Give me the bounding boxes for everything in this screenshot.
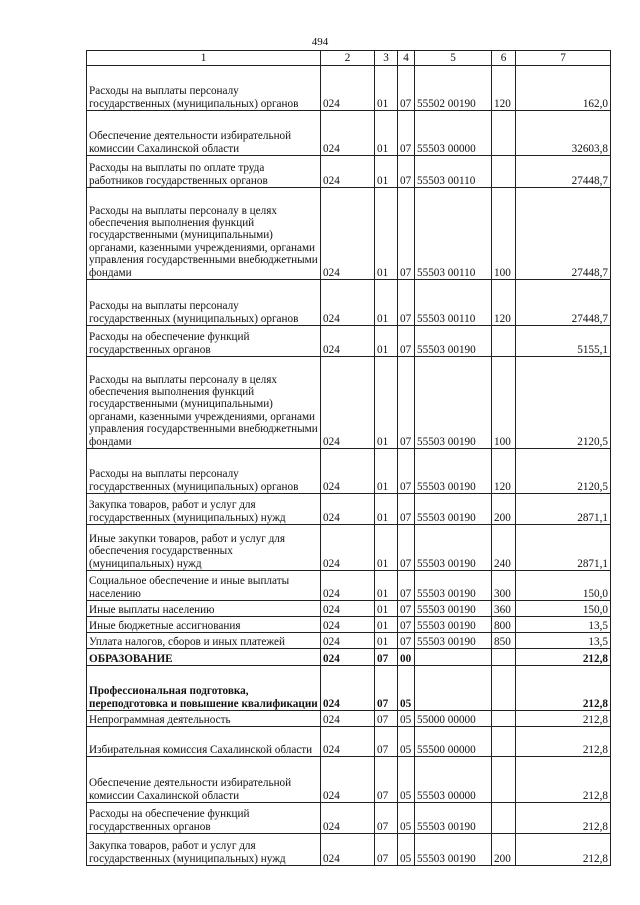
section-code: 01: [375, 617, 398, 633]
target-code: 55503 00190: [415, 601, 492, 617]
ministry-code: 024: [321, 803, 375, 834]
ministry-code: 024: [321, 357, 375, 449]
section-code: 01: [375, 156, 398, 188]
table-row: [87, 357, 611, 449]
amount: 212,8: [516, 803, 611, 834]
section-code: 01: [375, 280, 398, 326]
subsection-code: 07: [398, 494, 415, 525]
target-code: 55503 00190: [415, 449, 492, 494]
column-header: 7: [516, 51, 611, 66]
ministry-code: 024: [321, 711, 375, 727]
row-name: Расходы на выплаты персоналу в целях обеспечения выполнения функций государственными (муниципальными) органами, казенными учреждениями, органами управления государственными внебюджетными фондами: [87, 357, 321, 449]
section-code: 01: [375, 111, 398, 156]
target-code: 55503 00190: [415, 326, 492, 357]
expense-type-code: [492, 711, 516, 727]
amount: 2120,5: [516, 357, 611, 449]
row-name: Обеспечение деятельности избирательной комиссии Сахалинской области: [87, 111, 321, 156]
section-code: 01: [375, 188, 398, 280]
column-header: 4: [398, 51, 415, 66]
subsection-code: 07: [398, 525, 415, 571]
ministry-code: 024: [321, 727, 375, 757]
subsection-code: 00: [398, 649, 415, 666]
column-header: 1: [87, 51, 321, 66]
expense-type-code: [492, 326, 516, 357]
table-row: [87, 666, 611, 711]
amount: 2120,5: [516, 449, 611, 494]
expense-type-code: 120: [492, 280, 516, 326]
ministry-code: 024: [321, 834, 375, 866]
amount: 32603,8: [516, 111, 611, 156]
page-number: 494: [311, 36, 329, 48]
ministry-code: 024: [321, 188, 375, 280]
ministry-code: 024: [321, 666, 375, 711]
column-header: 2: [321, 51, 375, 66]
target-code: 55503 00110: [415, 156, 492, 188]
target-code: 55503 00190: [415, 803, 492, 834]
ministry-code: 024: [321, 757, 375, 803]
target-code: [415, 649, 492, 666]
amount: 212,8: [516, 649, 611, 666]
amount: 5155,1: [516, 326, 611, 357]
subsection-code: 07: [398, 111, 415, 156]
expense-type-code: 200: [492, 494, 516, 525]
expense-type-code: [492, 111, 516, 156]
table-row: [87, 449, 611, 494]
ministry-code: 024: [321, 449, 375, 494]
table-row: [87, 494, 611, 525]
table-row: [87, 649, 611, 666]
table-row: [87, 66, 611, 111]
expense-type-code: 120: [492, 449, 516, 494]
subsection-code: 05: [398, 727, 415, 757]
table-row: [87, 711, 611, 727]
subsection-code: 05: [398, 834, 415, 866]
amount: 150,0: [516, 571, 611, 601]
amount: 212,8: [516, 727, 611, 757]
target-code: 55500 00000: [415, 727, 492, 757]
subsection-code: 07: [398, 357, 415, 449]
table-row: [87, 111, 611, 156]
row-name: Расходы на выплаты персоналу в целях обеспечения выполнения функций государственными (муниципальными) органами, казенными учреждениями, органами управления государственными внебюджетными фондами: [87, 188, 321, 280]
subsection-code: 07: [398, 188, 415, 280]
expense-type-code: 100: [492, 357, 516, 449]
table-row: [87, 757, 611, 803]
column-header: 3: [375, 51, 398, 66]
row-name: Закупка товаров, работ и услуг для государственных (муниципальных) нужд: [87, 834, 321, 866]
amount: 13,5: [516, 633, 611, 649]
row-name: Профессиональная подготовка, переподготовка и повышение квалификации: [87, 666, 321, 711]
row-name: Обеспечение деятельности избирательной комиссии Сахалинской области: [87, 757, 321, 803]
table-row: [87, 834, 611, 866]
amount: 2871,1: [516, 525, 611, 571]
ministry-code: 024: [321, 326, 375, 357]
target-code: 55503 00190: [415, 834, 492, 866]
subsection-code: 07: [398, 571, 415, 601]
table-row: [87, 326, 611, 357]
section-code: 01: [375, 66, 398, 111]
table-row: [87, 803, 611, 834]
ministry-code: 024: [321, 649, 375, 666]
table-row: [87, 525, 611, 571]
ministry-code: 024: [321, 601, 375, 617]
ministry-code: 024: [321, 494, 375, 525]
amount: 212,8: [516, 666, 611, 711]
expense-type-code: [492, 803, 516, 834]
section-code: 01: [375, 571, 398, 601]
row-name: Расходы на обеспечение функций государственных органов: [87, 326, 321, 357]
row-name: Расходы на выплаты по оплате труда работников государственных органов: [87, 156, 321, 188]
section-code: 07: [375, 834, 398, 866]
target-code: 55503 00190: [415, 633, 492, 649]
row-name: Закупка товаров, работ и услуг для государственных (муниципальных) нужд: [87, 494, 321, 525]
row-name: Расходы на выплаты персоналу государственных (муниципальных) органов: [87, 449, 321, 494]
row-name: ОБРАЗОВАНИЕ: [87, 649, 321, 666]
ministry-code: 024: [321, 525, 375, 571]
column-header: 5: [415, 51, 492, 66]
subsection-code: 07: [398, 326, 415, 357]
row-name: Иные выплаты населению: [87, 601, 321, 617]
expense-type-code: [492, 757, 516, 803]
table-row: [87, 633, 611, 649]
row-name: Уплата налогов, сборов и иных платежей: [87, 633, 321, 649]
expense-type-code: 850: [492, 633, 516, 649]
amount: 27448,7: [516, 156, 611, 188]
expense-type-code: [492, 649, 516, 666]
subsection-code: 07: [398, 449, 415, 494]
target-code: [415, 666, 492, 711]
target-code: 55503 00190: [415, 617, 492, 633]
expense-type-code: [492, 727, 516, 757]
expense-type-code: 120: [492, 66, 516, 111]
table-body: [87, 66, 611, 866]
target-code: 55000 00000: [415, 711, 492, 727]
row-name: Расходы на обеспечение функций государственных органов: [87, 803, 321, 834]
amount: 13,5: [516, 617, 611, 633]
target-code: 55503 00190: [415, 494, 492, 525]
section-code: 07: [375, 727, 398, 757]
table-row: [87, 617, 611, 633]
column-number-row: [87, 51, 611, 66]
amount: 212,8: [516, 711, 611, 727]
ministry-code: 024: [321, 156, 375, 188]
ministry-code: 024: [321, 617, 375, 633]
row-name: Расходы на выплаты персоналу государственных (муниципальных) органов: [87, 280, 321, 326]
expense-type-code: 200: [492, 834, 516, 866]
section-code: 01: [375, 494, 398, 525]
section-code: 07: [375, 649, 398, 666]
row-name: Избирательная комиссия Сахалинской области: [87, 727, 321, 757]
table-row: [87, 188, 611, 280]
amount: 150,0: [516, 601, 611, 617]
amount: 162,0: [516, 66, 611, 111]
subsection-code: 05: [398, 757, 415, 803]
subsection-code: 05: [398, 711, 415, 727]
budget-table: [86, 50, 611, 866]
target-code: 55503 00000: [415, 757, 492, 803]
subsection-code: 05: [398, 666, 415, 711]
ministry-code: 024: [321, 66, 375, 111]
table-header: [87, 51, 611, 66]
ministry-code: 024: [321, 571, 375, 601]
section-code: 01: [375, 525, 398, 571]
ministry-code: 024: [321, 280, 375, 326]
amount: 2871,1: [516, 494, 611, 525]
section-code: 07: [375, 711, 398, 727]
target-code: 55503 00190: [415, 357, 492, 449]
ministry-code: 024: [321, 633, 375, 649]
section-code: 01: [375, 449, 398, 494]
amount: 212,8: [516, 757, 611, 803]
subsection-code: 07: [398, 156, 415, 188]
amount: 212,8: [516, 834, 611, 866]
target-code: 55503 00190: [415, 525, 492, 571]
section-code: 01: [375, 633, 398, 649]
subsection-code: 05: [398, 803, 415, 834]
section-code: 01: [375, 601, 398, 617]
subsection-code: 07: [398, 280, 415, 326]
subsection-code: 07: [398, 633, 415, 649]
section-code: 07: [375, 803, 398, 834]
table-row: [87, 571, 611, 601]
subsection-code: 07: [398, 617, 415, 633]
row-name: Непрограммная деятельность: [87, 711, 321, 727]
row-name: Социальное обеспечение и иные выплаты населению: [87, 571, 321, 601]
row-name: Расходы на выплаты персоналу государственных (муниципальных) органов: [87, 66, 321, 111]
row-name: Иные бюджетные ассигнования: [87, 617, 321, 633]
expense-type-code: 800: [492, 617, 516, 633]
table-row: [87, 601, 611, 617]
target-code: 55503 00000: [415, 111, 492, 156]
section-code: 01: [375, 326, 398, 357]
column-header: 6: [492, 51, 516, 66]
target-code: 55503 00110: [415, 280, 492, 326]
expense-type-code: [492, 666, 516, 711]
table-row: [87, 280, 611, 326]
expense-type-code: 300: [492, 571, 516, 601]
ministry-code: 024: [321, 111, 375, 156]
subsection-code: 07: [398, 66, 415, 111]
table-row: [87, 156, 611, 188]
row-name: Иные закупки товаров, работ и услуг для обеспечения государственных (муниципальных) нужд: [87, 525, 321, 571]
expense-type-code: 100: [492, 188, 516, 280]
section-code: 07: [375, 757, 398, 803]
target-code: 55503 00190: [415, 571, 492, 601]
expense-type-code: 240: [492, 525, 516, 571]
table-row: [87, 727, 611, 757]
target-code: 55502 00190: [415, 66, 492, 111]
amount: 27448,7: [516, 280, 611, 326]
expense-type-code: [492, 156, 516, 188]
expense-type-code: 360: [492, 601, 516, 617]
section-code: 07: [375, 666, 398, 711]
amount: 27448,7: [516, 188, 611, 280]
subsection-code: 07: [398, 601, 415, 617]
section-code: 01: [375, 357, 398, 449]
target-code: 55503 00110: [415, 188, 492, 280]
